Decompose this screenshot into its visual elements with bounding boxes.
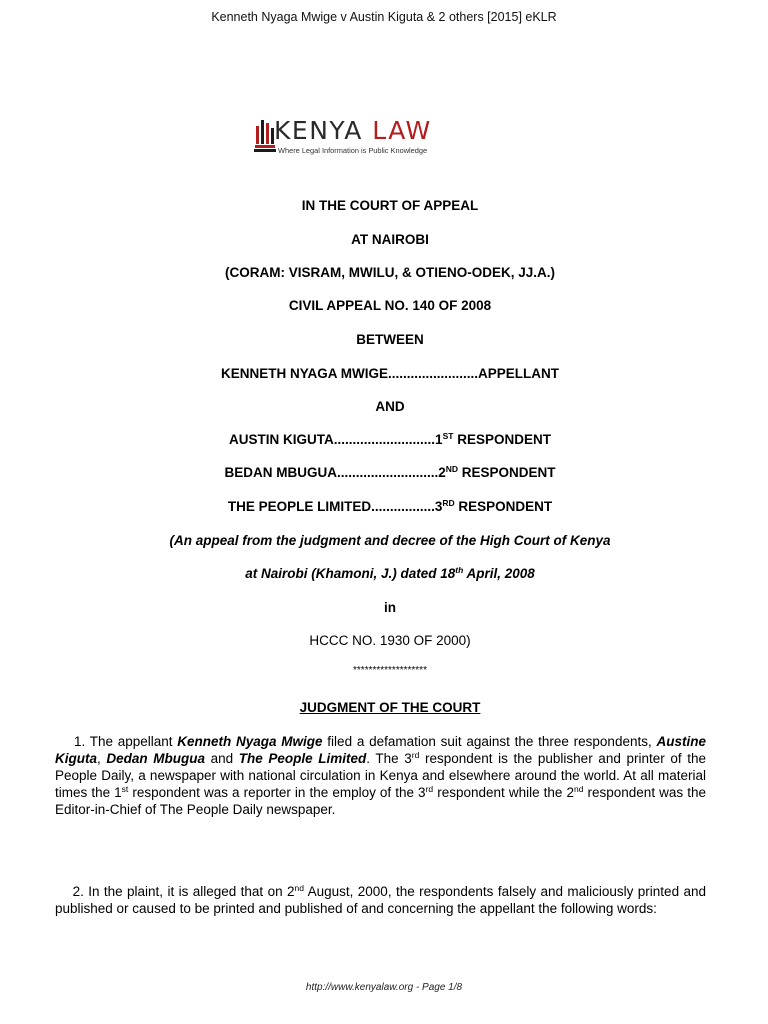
judgment-heading: JUDGMENT OF THE COURT bbox=[299, 700, 481, 715]
respondent-1-line: AUSTIN KIGUTA...........................1ST RESPONDENT bbox=[229, 431, 551, 447]
court-title: IN THE COURT OF APPEAL bbox=[301, 198, 479, 213]
logo-wordmark: KENYA LAW bbox=[274, 116, 432, 145]
appeal-description-line-1: (An appeal from the judgment and decree of the High Court of Kenya bbox=[169, 533, 611, 548]
separator-stars: ******************* bbox=[353, 665, 427, 676]
between-label: BETWEEN bbox=[356, 332, 424, 347]
respondent-3-line: THE PEOPLE LIMITED.................3RD RESPONDENT bbox=[227, 498, 553, 514]
pillars-icon bbox=[254, 116, 276, 152]
paragraph-1: 1. The appellant Kenneth Nyaga Mwige filed a defamation suit against the three respondents, Austine Kiguta, Dedan Mbugua and The People Limited. The 3rd respondent is the publisher and printer of the People Daily, a newspaper with national circulation in Kenya and elsewhere around the world. At all material times the 1st respondent was a reporter in the employ of the 3rd respondent while the 2nd respondent was the Editor-in-Chief of The People Daily newspaper. bbox=[55, 734, 706, 817]
hccc-number: HCCC NO. 1930 OF 2000) bbox=[309, 633, 471, 648]
paragraph-2: 2. In the plaint, it is alleged that on 2nd August, 2000, the respondents falsely and maliciously printed and published or caused to be printed and published of and concerning the appellant the following words: bbox=[55, 883, 706, 916]
appeal-description-line-2: at Nairobi (Khamoni, J.) dated 18th April, 2008 bbox=[245, 565, 535, 581]
appellant-line: KENNETH NYAGA MWIGE........................APPELLANT bbox=[220, 366, 560, 381]
and-label: AND bbox=[375, 399, 405, 414]
running-header: Kenneth Nyaga Mwige v Austin Kiguta & 2 others [2015] eKLR bbox=[211, 10, 557, 24]
kenya-law-logo bbox=[254, 116, 468, 158]
coram: (CORAM: VISRAM, MWILU, & OTIENO-ODEK, JJ.A.) bbox=[225, 265, 555, 280]
page-footer: http://www.kenyalaw.org - Page 1/8 bbox=[305, 982, 463, 993]
respondent-2-line: BEDAN MBUGUA...........................2ND RESPONDENT bbox=[224, 464, 556, 480]
in-label: in bbox=[384, 600, 396, 615]
court-location: AT NAIROBI bbox=[351, 232, 429, 247]
case-number: CIVIL APPEAL NO. 140 OF 2008 bbox=[288, 298, 492, 313]
logo-tagline: Where Legal Information is Public Knowledge bbox=[278, 146, 428, 155]
